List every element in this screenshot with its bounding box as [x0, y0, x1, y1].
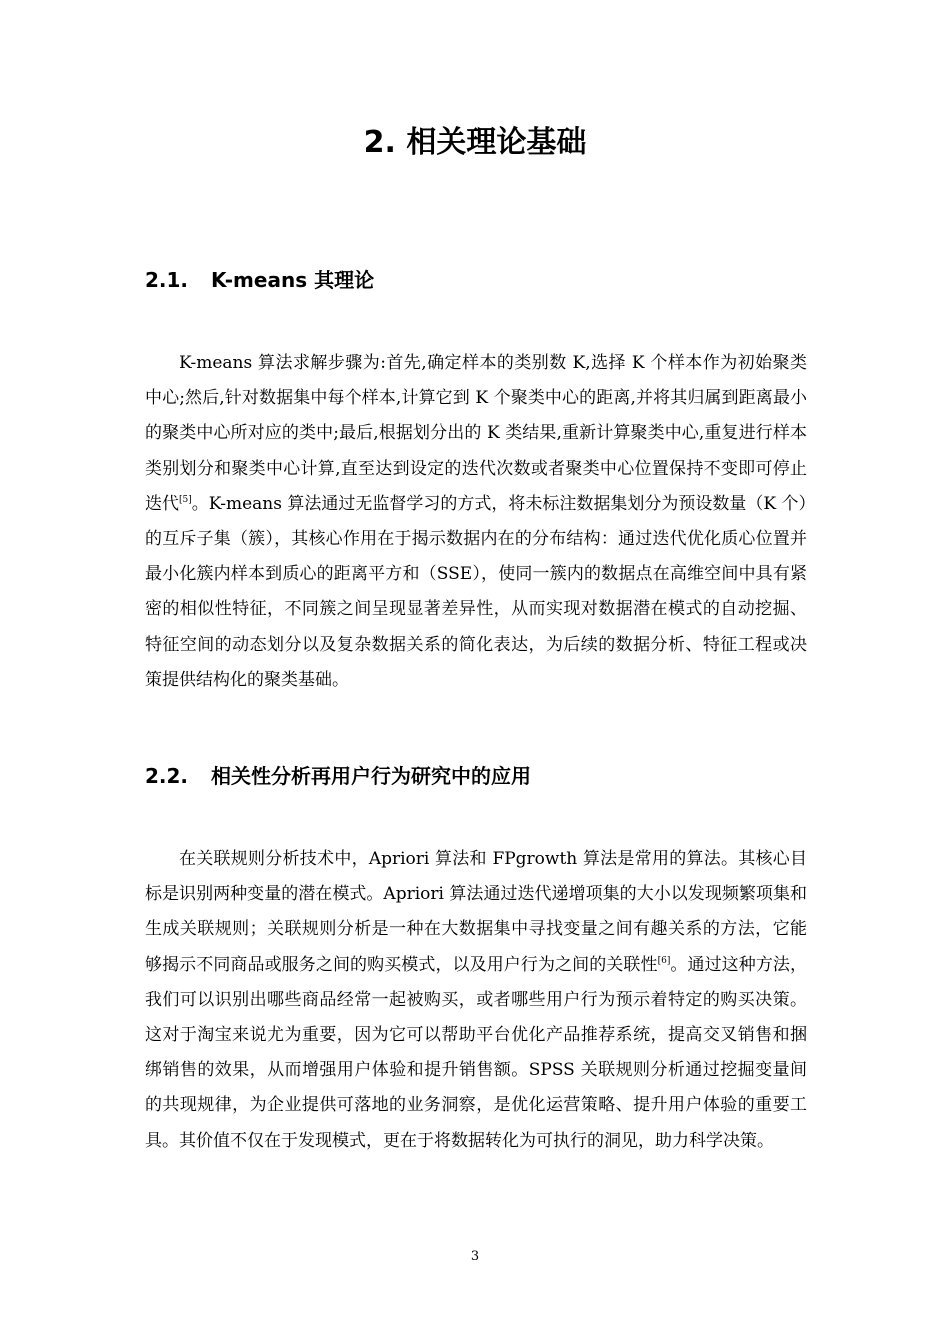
section-2-1-paragraph	[145, 346, 807, 698]
paragraph-text: 。K-means 算法通过无监督学习的方式，将未标注数据集划分为预设数量（K 个）的互斥子集（簇），其核心作用在于揭示数据内在的分布结构：通过迭代优化质心位置并最小化簇内样本到质心的距离平方和（SSE），使同一簇内的数据点在高维空间中具有紧密的相似性特征，不同簇之间呈现显著差异性，从而实现对数据潜在模式的自动挖掘、特征空间的动态划分以及复杂数据关系的简化表达，为后续的数据分析、特征工程或决策提供结构化的聚类基础。	[145, 493, 808, 690]
citation-reference: [6]	[657, 955, 671, 966]
section-heading-2-2	[145, 760, 531, 792]
chapter-title: 2. 相关理论基础	[363, 125, 587, 160]
section-2-2-paragraph	[145, 842, 807, 1159]
page-number: 3	[470, 1249, 480, 1264]
paragraph-text: K-means 算法求解步骤为:首先,确定样本的类别数 K,选择 K 个样本作为初始聚类中心;然后,针对数据集中每个样本,计算它到 K 个聚类中心的距离,并将其归属到距离最小的聚类中心所对应的类中;最后,根据划分出的 K 类结果,重新计算聚类中心,重复进行样本类别划分和聚类中心计算,直至达到设定的迭代次数或者聚类中心位置保持不变即可停止迭代	[145, 353, 807, 514]
section-title: 相关性分析再用户行为研究中的应用	[211, 764, 531, 788]
section-title: K-means 其理论	[211, 268, 375, 292]
section-number: 2.2.	[145, 764, 189, 788]
section-heading-2-1	[145, 264, 374, 296]
citation-reference: [5]	[179, 494, 192, 505]
paragraph-text: 在关联规则分析技术中，Apriori 算法和 FPgrowth 算法是常用的算法。其核心目标是识别两种变量的潜在模式。Apriori 算法通过迭代递增项集的大小以发现频繁项集和生成关联规则；关联规则分析是一种在大数据集中寻找变量之间有趣关系的方法，它能够揭示不同商品或服务之间的购买模式，以及用户行为之间的关联性	[145, 849, 807, 975]
section-number: 2.1.	[145, 268, 189, 292]
paragraph-text: 。通过这种方法，我们可以识别出哪些商品经常一起被购买，或者哪些用户行为预示着特定的购买决策。这对于淘宝来说尤为重要，因为它可以帮助平台优化产品推荐系统，提高交叉销售和捆绑销售的效果，从而增强用户体验和提升销售额。SPSS 关联规则分析通过挖掘变量间的共现规律，为企业提供可落地的业务洞察，是优化运营策略、提升用户体验的重要工具。其价值不仅在于发现模式，更在于将数据转化为可执行的洞见，助力科学决策。	[145, 954, 808, 1151]
